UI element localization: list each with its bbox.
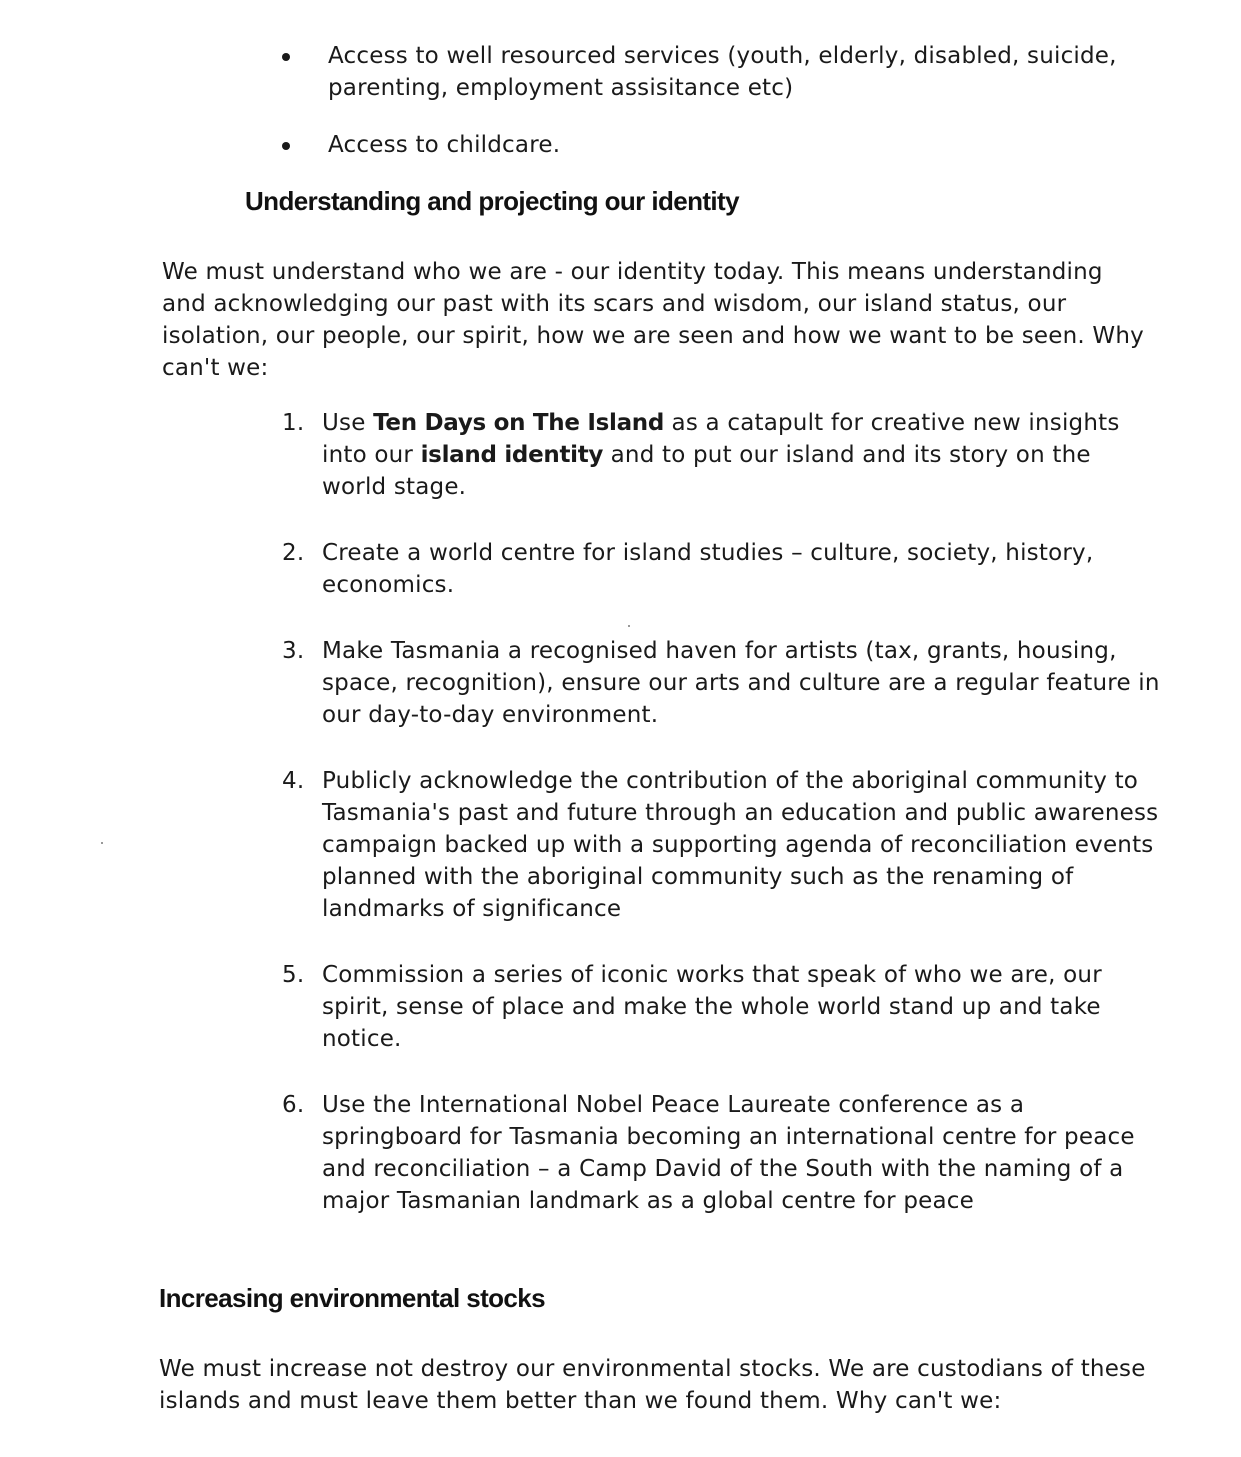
item-bold-text: island identity (420, 442, 604, 468)
item-text: Create a world centre for island studies – culture, society, history, economics. (322, 540, 1094, 598)
item-number: 6. (282, 1092, 305, 1118)
identity-intro-paragraph: We must understand who we are - our identity today. This means understanding and acknowledging our past with its scars and wisdom, our island status, our isolation, our people, our spirit, how we are seen and how we want to be seen. Why can't we: (162, 259, 1144, 381)
numbered-item (282, 765, 1162, 925)
item-text: Make Tasmania a recognised haven for artists (tax, grants, housing, space, recognition), ensure our arts and culture are a regular feature in our day-to-day environment. (322, 638, 1160, 728)
bullet-item (280, 129, 1160, 161)
identity-numbered-list (282, 407, 1162, 1251)
services-bullet-list (280, 40, 1160, 186)
item-text (322, 410, 1120, 500)
item-text: Publicly acknowledge the contribution of the aboriginal community to Tasmania's past and future through an education and public awareness campaign backed up with a supporting agenda of reconciliation events planned with the aboriginal community such as the renaming of landmarks of significance (322, 768, 1159, 922)
numbered-item (282, 407, 1162, 503)
scan-speck (628, 625, 630, 627)
numbered-item (282, 635, 1162, 731)
environment-heading: Increasing environmental stocks (159, 1283, 545, 1313)
identity-heading: Understanding and projecting our identity (245, 186, 739, 216)
bullet-dot-icon (282, 53, 290, 61)
item-number: 1. (282, 410, 305, 436)
numbered-item (282, 537, 1162, 601)
bullet-text: Access to childcare. (328, 132, 561, 158)
numbered-item (282, 1089, 1162, 1217)
item-text-part: as a catapult for creative new insights into our (322, 410, 1120, 468)
item-text: Use the International Nobel Peace Laureate conference as a springboard for Tasmania becoming an international centre for peace and reconciliation – a Camp David of the South with the naming of a major Tasmanian landmark as a global centre for peace (322, 1092, 1135, 1214)
item-number: 3. (282, 638, 305, 664)
bullet-dot-icon (282, 142, 290, 150)
numbered-item (282, 959, 1162, 1055)
item-number: 5. (282, 962, 305, 988)
item-bold-text: Ten Days on The Island (373, 410, 665, 436)
item-text-part: and to put our island and its story on the world stage. (322, 442, 1091, 500)
item-number: 4. (282, 768, 305, 794)
item-number: 2. (282, 540, 305, 566)
environment-intro-paragraph: We must increase not destroy our environmental stocks. We are custodians of these islands and must leave them better than we found them. Why can't we: (159, 1356, 1146, 1414)
scan-speck (101, 842, 103, 844)
item-text: Commission a series of iconic works that speak of who we are, our spirit, sense of place and make the whole world stand up and take notice. (322, 962, 1102, 1052)
item-text-part: Use (322, 410, 374, 436)
bullet-item (280, 40, 1160, 104)
bullet-text: Access to well resourced services (youth, elderly, disabled, suicide, parenting, employment assisitance etc) (328, 43, 1117, 101)
